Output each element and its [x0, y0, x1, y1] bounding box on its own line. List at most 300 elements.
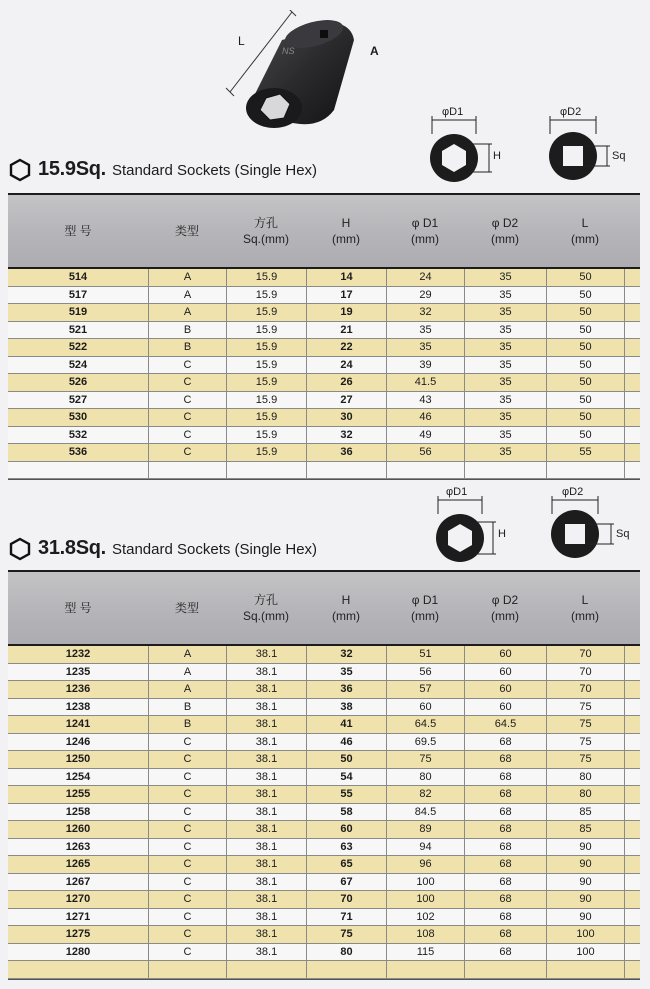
cell-model: 527 — [68, 393, 88, 406]
header-line-2: (mm) — [571, 609, 599, 623]
cell-d2: 60 — [464, 681, 546, 698]
cell-spacer — [624, 462, 640, 479]
cell-spacer — [624, 926, 640, 943]
cell-d1: 80 — [386, 769, 464, 786]
cell-d2: 68 — [464, 944, 546, 961]
header-line-1: 方孔 — [253, 216, 278, 230]
cell-d2: 35 — [464, 374, 546, 391]
cell-model: 521 — [68, 323, 88, 336]
header-line-2: (mm) — [571, 232, 599, 246]
table-row — [8, 716, 640, 734]
spec-table-15-9 — [8, 193, 640, 480]
cell-type: A — [148, 304, 226, 321]
cell-spacer — [624, 374, 640, 391]
cell-d2: 35 — [464, 304, 546, 321]
cell-model: 1271 — [65, 910, 91, 923]
table-row — [8, 944, 640, 962]
cell-h: 35 — [306, 664, 386, 681]
cell-model: 1280 — [65, 945, 91, 958]
cell-h: 19 — [306, 304, 386, 321]
cell-sq: 38.1 — [226, 681, 306, 698]
header-line-1: 型 号 — [64, 601, 92, 615]
header-line-2: (mm) — [332, 232, 360, 246]
cell-d2: 35 — [464, 269, 546, 286]
table-row — [8, 322, 640, 340]
cell-h: 14 — [306, 269, 386, 286]
cell-l: 80 — [546, 786, 624, 803]
col-d2 — [464, 195, 546, 267]
cell-d1: 60 — [386, 699, 464, 716]
cell-d2: 68 — [464, 909, 546, 926]
cell-d2: 35 — [464, 287, 546, 304]
cell-model: 532 — [68, 428, 88, 441]
header-line-2: (mm) — [491, 609, 519, 623]
cell-l: 50 — [546, 409, 624, 426]
cell-type: C — [148, 804, 226, 821]
cell-h: 36 — [306, 444, 386, 461]
cell-h: 80 — [306, 944, 386, 961]
cell-sq: 38.1 — [226, 664, 306, 681]
cell-spacer — [624, 427, 640, 444]
cell-spacer — [624, 716, 640, 733]
cell-d2: 68 — [464, 804, 546, 821]
header-line-1: φ D1 — [411, 593, 439, 607]
cell-type: C — [148, 769, 226, 786]
col-d1 — [386, 572, 464, 644]
cell-type — [148, 961, 226, 978]
section-title: Standard Sockets (Single Hex) — [111, 162, 318, 179]
cell-type: C — [148, 409, 226, 426]
header-line-2: Sq.(mm) — [243, 609, 289, 623]
table-row — [8, 734, 640, 752]
table-row — [8, 681, 640, 699]
table-row — [8, 444, 640, 462]
cell-model: 1270 — [65, 893, 91, 906]
cell-l: 90 — [546, 874, 624, 891]
table-row — [8, 961, 640, 979]
col-model — [8, 572, 148, 644]
cell-d1: 100 — [386, 891, 464, 908]
cell-l: 90 — [546, 909, 624, 926]
cell-h — [306, 961, 386, 978]
cell-d1 — [386, 961, 464, 978]
cell-d1: 39 — [386, 357, 464, 374]
cell-l: 70 — [546, 664, 624, 681]
hexagon-bullet-icon — [8, 158, 32, 182]
table-row — [8, 821, 640, 839]
header-line-2: (mm) — [411, 609, 439, 623]
cell-l: 90 — [546, 839, 624, 856]
cell-spacer — [624, 339, 640, 356]
col-l — [546, 572, 624, 644]
table-row — [8, 392, 640, 410]
cell-type: C — [148, 751, 226, 768]
section-heading-1 — [8, 158, 317, 182]
header-line-1: 方孔 — [253, 593, 278, 607]
d2-label: φD2 — [560, 106, 582, 118]
section-size: 31.8Sq. — [38, 537, 106, 559]
cell-l: 100 — [546, 944, 624, 961]
type-a-label: A — [370, 44, 379, 58]
cell-d1: 56 — [386, 664, 464, 681]
cell-d1: 82 — [386, 786, 464, 803]
cell-h: 17 — [306, 287, 386, 304]
cell-type: C — [148, 909, 226, 926]
cell-model: 1250 — [65, 753, 91, 766]
cell-spacer — [624, 287, 640, 304]
header-line-1: L — [581, 216, 589, 230]
cell-sq: 38.1 — [226, 856, 306, 873]
cell-spacer — [624, 681, 640, 698]
cell-spacer — [624, 322, 640, 339]
table-row — [8, 427, 640, 445]
cell-type: C — [148, 374, 226, 391]
cell-l: 55 — [546, 444, 624, 461]
cell-l: 50 — [546, 392, 624, 409]
cell-d2: 68 — [464, 734, 546, 751]
cell-h: 32 — [306, 646, 386, 663]
table-row — [8, 769, 640, 787]
cell-sq — [226, 961, 306, 978]
table-row — [8, 664, 640, 682]
table-row — [8, 304, 640, 322]
table-row — [8, 926, 640, 944]
cell-l: 50 — [546, 427, 624, 444]
cell-d2: 35 — [464, 357, 546, 374]
cell-type: C — [148, 444, 226, 461]
cell-h: 58 — [306, 804, 386, 821]
col-model — [8, 195, 148, 267]
table-row — [8, 357, 640, 375]
cell-d1: 64.5 — [386, 716, 464, 733]
cell-type: B — [148, 322, 226, 339]
cell-type: C — [148, 427, 226, 444]
table-row — [8, 856, 640, 874]
cell-h: 67 — [306, 874, 386, 891]
cell-model: 1260 — [65, 823, 91, 836]
cell-l: 50 — [546, 374, 624, 391]
cell-d2: 60 — [464, 699, 546, 716]
cell-sq: 15.9 — [226, 374, 306, 391]
d1-label: φD1 — [446, 486, 468, 498]
cell-model: 530 — [68, 411, 88, 424]
cell-d1: 32 — [386, 304, 464, 321]
cell-l: 75 — [546, 699, 624, 716]
cell-d1: 35 — [386, 322, 464, 339]
cell-model — [8, 462, 148, 479]
cell-d2: 35 — [464, 322, 546, 339]
cell-sq: 15.9 — [226, 339, 306, 356]
header-line-1: 类型 — [174, 601, 199, 615]
header-line-1: 类型 — [174, 224, 199, 238]
cell-sq: 38.1 — [226, 839, 306, 856]
col-d2 — [464, 572, 546, 644]
cell-type: C — [148, 926, 226, 943]
table-header — [8, 570, 640, 646]
cell-d2 — [464, 961, 546, 978]
cell-d2: 68 — [464, 769, 546, 786]
cell-spacer — [624, 734, 640, 751]
cell-sq: 38.1 — [226, 821, 306, 838]
cell-d1: 100 — [386, 874, 464, 891]
spec-table-31-8 — [8, 570, 640, 980]
cell-type: C — [148, 944, 226, 961]
cell-l: 70 — [546, 646, 624, 663]
cell-d2: 68 — [464, 786, 546, 803]
socket-end-views — [430, 484, 650, 564]
col-square-drive — [226, 195, 306, 267]
table-row — [8, 287, 640, 305]
cell-sq: 38.1 — [226, 716, 306, 733]
table-row — [8, 409, 640, 427]
cell-d2: 68 — [464, 839, 546, 856]
cell-d2: 68 — [464, 874, 546, 891]
cell-h: 70 — [306, 891, 386, 908]
cell-h: 41 — [306, 716, 386, 733]
table-body — [8, 269, 640, 480]
col-type — [148, 195, 226, 267]
cell-sq: 38.1 — [226, 786, 306, 803]
cell-spacer — [624, 874, 640, 891]
cell-l: 85 — [546, 804, 624, 821]
cell-model: 1265 — [65, 858, 91, 871]
cell-d1: 49 — [386, 427, 464, 444]
cell-type: A — [148, 681, 226, 698]
header-line-2: (mm) — [411, 232, 439, 246]
cell-type: C — [148, 839, 226, 856]
cell-sq: 38.1 — [226, 926, 306, 943]
cell-d2: 35 — [464, 427, 546, 444]
cell-model: 1235 — [65, 665, 91, 678]
h-label: H — [498, 528, 506, 540]
cell-sq — [226, 462, 306, 479]
cell-sq: 15.9 — [226, 427, 306, 444]
cell-h: 71 — [306, 909, 386, 926]
cell-h: 30 — [306, 409, 386, 426]
cell-model: 1246 — [65, 735, 91, 748]
col-type — [148, 572, 226, 644]
header-line-2: (mm) — [332, 609, 360, 623]
cell-spacer — [624, 751, 640, 768]
cell-d2: 35 — [464, 339, 546, 356]
header-line-1: 型 号 — [64, 224, 92, 238]
cell-d1: 57 — [386, 681, 464, 698]
cell-model: 1275 — [65, 928, 91, 941]
cell-sq: 15.9 — [226, 322, 306, 339]
d2-label: φD2 — [562, 486, 584, 498]
cell-sq: 38.1 — [226, 804, 306, 821]
socket-illustration — [222, 10, 392, 140]
cell-d2: 68 — [464, 751, 546, 768]
cell-d2: 64.5 — [464, 716, 546, 733]
cell-model: 519 — [68, 306, 88, 319]
cell-spacer — [624, 699, 640, 716]
table-header — [8, 193, 640, 269]
cell-type: A — [148, 287, 226, 304]
cell-type: C — [148, 357, 226, 374]
cell-h: 32 — [306, 427, 386, 444]
cell-sq: 38.1 — [226, 909, 306, 926]
cell-sq: 15.9 — [226, 304, 306, 321]
table-row — [8, 891, 640, 909]
header-line-1: φ D1 — [411, 216, 439, 230]
cell-d2: 68 — [464, 926, 546, 943]
cell-spacer — [624, 392, 640, 409]
cell-type: C — [148, 874, 226, 891]
cell-sq: 15.9 — [226, 287, 306, 304]
cell-d1: 56 — [386, 444, 464, 461]
cell-type: A — [148, 269, 226, 286]
cell-sq: 38.1 — [226, 699, 306, 716]
header-line-1: φ D2 — [491, 216, 519, 230]
col-l — [546, 195, 624, 267]
cell-model: 536 — [68, 446, 88, 459]
cell-d2: 60 — [464, 664, 546, 681]
cell-d1: 84.5 — [386, 804, 464, 821]
cell-model: 1255 — [65, 788, 91, 801]
cell-spacer — [624, 769, 640, 786]
cell-model: 1263 — [65, 840, 91, 853]
cell-l: 85 — [546, 821, 624, 838]
cell-d2: 60 — [464, 646, 546, 663]
cell-h: 54 — [306, 769, 386, 786]
table-row — [8, 804, 640, 822]
cell-l: 75 — [546, 734, 624, 751]
cell-model: 1236 — [65, 683, 91, 696]
col-h — [306, 195, 386, 267]
table-row — [8, 339, 640, 357]
cell-spacer — [624, 357, 640, 374]
table-row — [8, 646, 640, 664]
cell-l: 50 — [546, 304, 624, 321]
cell-spacer — [624, 304, 640, 321]
cell-d1: 29 — [386, 287, 464, 304]
cell-h: 50 — [306, 751, 386, 768]
table-row — [8, 462, 640, 480]
cell-type: C — [148, 821, 226, 838]
cell-spacer — [624, 444, 640, 461]
cell-type: C — [148, 734, 226, 751]
header-line-2: (mm) — [491, 232, 519, 246]
cell-l: 100 — [546, 926, 624, 943]
cell-spacer — [624, 646, 640, 663]
cell-model: 524 — [68, 358, 88, 371]
table-row — [8, 751, 640, 769]
cell-type: A — [148, 664, 226, 681]
cell-model: 1254 — [65, 770, 91, 783]
h-label: H — [493, 150, 501, 162]
cell-l: 75 — [546, 716, 624, 733]
cell-l: 90 — [546, 856, 624, 873]
cell-spacer — [624, 664, 640, 681]
cell-l: 80 — [546, 769, 624, 786]
cell-spacer — [624, 856, 640, 873]
dimension-diagram-2 — [430, 484, 650, 564]
cell-sq: 38.1 — [226, 891, 306, 908]
cell-h: 63 — [306, 839, 386, 856]
section-size: 15.9Sq. — [38, 158, 106, 180]
cell-d1: 89 — [386, 821, 464, 838]
cell-model: 1241 — [65, 718, 91, 731]
cell-spacer — [624, 839, 640, 856]
dimension-l-label: L — [238, 34, 245, 48]
cell-d1: 94 — [386, 839, 464, 856]
cell-sq: 15.9 — [226, 357, 306, 374]
cell-sq: 38.1 — [226, 769, 306, 786]
header-line-2: Sq.(mm) — [243, 232, 289, 246]
cell-spacer — [624, 961, 640, 978]
cell-d2: 68 — [464, 891, 546, 908]
cell-l: 50 — [546, 287, 624, 304]
cell-type: A — [148, 646, 226, 663]
cell-model: 1267 — [65, 875, 91, 888]
table-row — [8, 374, 640, 392]
cell-l: 50 — [546, 339, 624, 356]
cell-sq: 15.9 — [226, 444, 306, 461]
cell-type: C — [148, 856, 226, 873]
cell-type: B — [148, 699, 226, 716]
cell-model: 514 — [68, 271, 88, 284]
brand-mark: NS — [282, 46, 295, 56]
cell-d2: 35 — [464, 392, 546, 409]
cell-h: 55 — [306, 786, 386, 803]
cell-d1: 115 — [386, 944, 464, 961]
cell-d2: 35 — [464, 409, 546, 426]
cell-l: 90 — [546, 891, 624, 908]
cell-spacer — [624, 944, 640, 961]
cell-spacer — [624, 409, 640, 426]
cell-spacer — [624, 909, 640, 926]
header-line-1: L — [581, 593, 589, 607]
cell-d2: 68 — [464, 821, 546, 838]
col-h — [306, 572, 386, 644]
table-body — [8, 646, 640, 980]
cell-type — [148, 462, 226, 479]
cell-l: 70 — [546, 681, 624, 698]
cell-type: B — [148, 339, 226, 356]
cell-d2: 35 — [464, 444, 546, 461]
cell-sq: 38.1 — [226, 751, 306, 768]
header-line-1: H — [341, 216, 351, 230]
cell-sq: 38.1 — [226, 646, 306, 663]
cell-h: 24 — [306, 357, 386, 374]
cell-model: 1258 — [65, 805, 91, 818]
cell-h: 65 — [306, 856, 386, 873]
cell-d1: 46 — [386, 409, 464, 426]
cell-d2 — [464, 462, 546, 479]
cell-spacer — [624, 891, 640, 908]
hexagon-bullet-icon — [8, 537, 32, 561]
cell-d1: 24 — [386, 269, 464, 286]
cell-sq: 38.1 — [226, 734, 306, 751]
cell-h: 46 — [306, 734, 386, 751]
cell-spacer — [624, 821, 640, 838]
col-square-drive — [226, 572, 306, 644]
dimension-diagram-1 — [420, 104, 640, 184]
cell-h: 27 — [306, 392, 386, 409]
cell-type: C — [148, 786, 226, 803]
cell-l — [546, 462, 624, 479]
cell-h: 38 — [306, 699, 386, 716]
cell-d1 — [386, 462, 464, 479]
cell-h: 36 — [306, 681, 386, 698]
d1-label: φD1 — [442, 106, 464, 118]
cell-h: 22 — [306, 339, 386, 356]
table-row — [8, 786, 640, 804]
cell-sq: 15.9 — [226, 269, 306, 286]
cell-d1: 102 — [386, 909, 464, 926]
col-d1 — [386, 195, 464, 267]
